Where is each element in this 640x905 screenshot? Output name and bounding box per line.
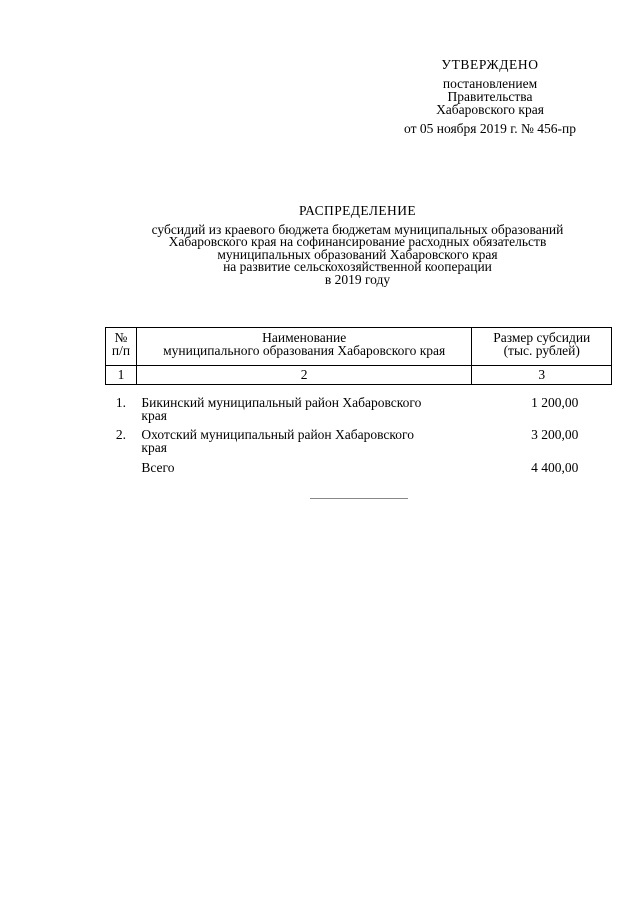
total-row [106,454,612,475]
row-number: 1. [115,395,126,410]
total-label: Всего [141,460,175,475]
column-number: 2 [136,366,472,385]
decree-reference: от 05 ноября 2019 г. № 456-пр [404,121,576,136]
approval-line: Хабаровского края [436,102,544,117]
approval-line: постановлением [442,76,538,91]
municipality-name: Охотский муниципальный район Хабаровского края [141,427,414,455]
subtitle-line: в 2019 году [324,271,391,287]
subsidy-amount: 3 200,00 [531,427,579,442]
column-number: 1 [106,366,137,385]
column-number-row [106,366,612,385]
table-row [106,385,612,423]
approval-block [380,58,600,135]
subtitle-line: Хабаровского края на софинансирование расходных обязательств [168,234,547,249]
total-amount: 4 400,00 [531,460,579,475]
table-row [106,422,612,454]
document-title: РАСПРЕДЕЛЕНИЕ [299,203,416,218]
header-municipality: Наименование муниципального образования Хабаровского края [136,328,472,366]
approval-line: Правительства [447,89,533,104]
header-number: № п/п [106,328,137,366]
subtitle-line: субсидий из краевого бюджета бюджетам муниципальных образований [151,221,564,237]
header-subsidy-amount: Размер субсидии (тыс. рублей) [472,328,612,366]
column-number: 3 [472,366,612,385]
subtitle-line: муниципальных образований Хабаровского края [217,246,498,262]
municipality-name: Бикинский муниципальный район Хабаровского края [141,395,422,423]
header-row [106,328,612,366]
approved-label: УТВЕРЖДЕНО [441,57,539,72]
subsidy-table [105,327,612,475]
subtitle-line: на развитие сельскохозяйственной кооперации [223,259,492,274]
document-heading [100,205,615,286]
end-separator-line [310,498,408,499]
row-number: 2. [115,427,126,442]
subsidy-amount: 1 200,00 [531,395,579,410]
